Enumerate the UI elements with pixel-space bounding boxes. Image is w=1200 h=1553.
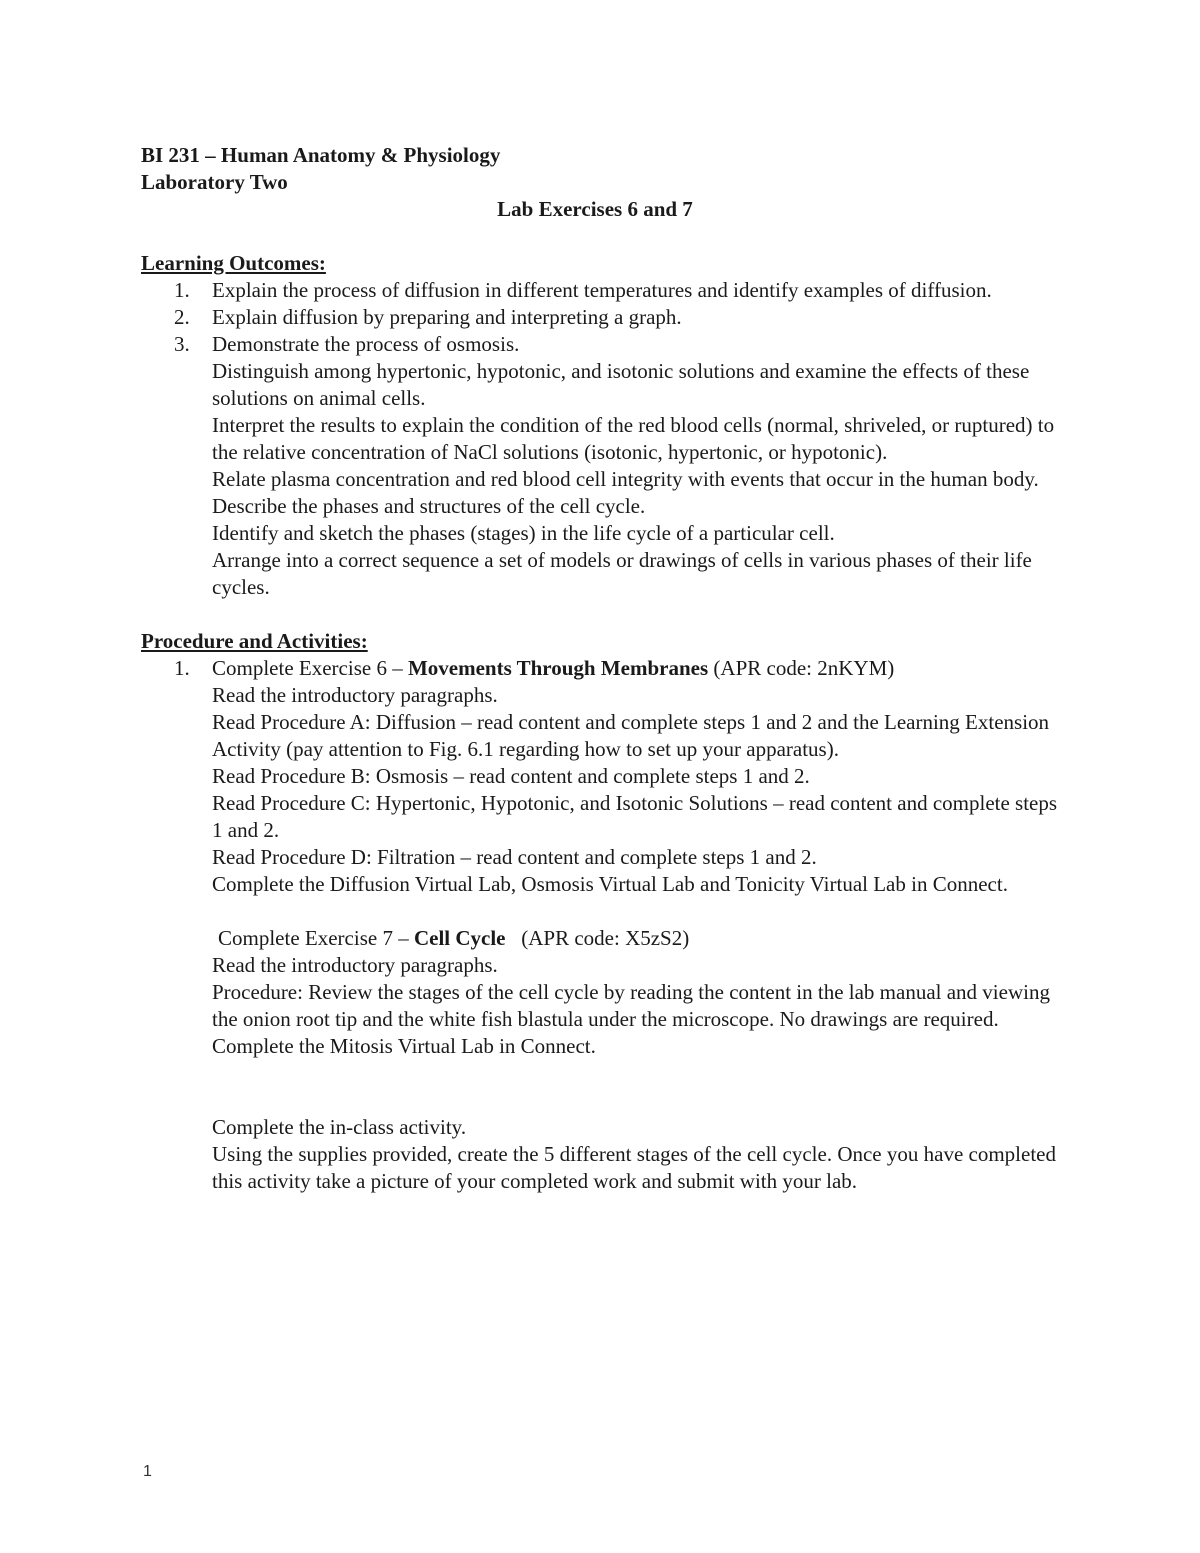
in-class-activity-title: Complete the in-class activity. <box>212 1115 467 1139</box>
exercise-7-item <box>141 925 1071 952</box>
exercise-7-prefix: Complete Exercise 7 – <box>218 926 414 950</box>
exercise-6-step: Complete the Diffusion Virtual Lab, Osmosis Virtual Lab and Tonicity Virtual Lab in Connect. <box>212 872 1008 896</box>
exercise-6-item <box>141 655 1071 682</box>
spacer <box>141 601 1071 628</box>
outcome-text: Identify and sketch the phases (stages) in the life cycle of a particular cell. <box>212 521 835 545</box>
exercise-7-apr-code: (APR code: X5zS2) <box>505 926 690 950</box>
list-number: 2. <box>174 305 190 329</box>
exercise-7-title: Cell Cycle <box>413 926 506 950</box>
spacer <box>141 898 1071 925</box>
exercise-6-step: Read the introductory paragraphs. <box>212 683 498 707</box>
list-item <box>141 277 1071 304</box>
exercise-7-step: Complete the Mitosis Virtual Lab in Connect. <box>212 1034 596 1058</box>
lab-title: Laboratory Two <box>141 170 288 194</box>
list-item-text: Explain diffusion by preparing and interpreting a graph. <box>212 305 682 329</box>
exercise-7-step: Procedure: Review the stages of the cell cycle by reading the content in the lab manual and viewing the onion root tip and the white fish blastula under the microscope. No drawings are required. <box>212 980 1050 1031</box>
list-item-text: Demonstrate the process of osmosis. <box>212 332 520 356</box>
spacer <box>141 1087 1071 1114</box>
course-title: BI 231 – Human Anatomy & Physiology <box>141 143 501 167</box>
exercise-6-apr-code: (APR code: 2nKYM) <box>708 656 895 680</box>
page-number: 1 <box>143 1463 152 1480</box>
exercise-6-step: Read Procedure A: Diffusion – read content and complete steps 1 and 2 and the Learning Extension Activity (pay attention to Fig. 6.1 regarding how to set up your apparatus). <box>212 710 1050 761</box>
list-number: 1. <box>174 656 190 680</box>
outcome-text: Interpret the results to explain the condition of the red blood cells (normal, shriveled, or ruptured) to the relative concentration of NaCl solutions (isotonic, hypertonic, or hypotonic). <box>212 413 1055 464</box>
list-item-text: Explain the process of diffusion in different temperatures and identify examples of diffusion. <box>212 278 992 302</box>
exercise-7-step: Read the introductory paragraphs. <box>212 953 498 977</box>
procedure-heading: Procedure and Activities: <box>141 629 368 653</box>
exercise-6-step: Read Procedure D: Filtration – read content and complete steps 1 and 2. <box>212 845 817 869</box>
learning-outcomes-heading: Learning Outcomes: <box>141 251 326 275</box>
learning-outcomes-list <box>141 277 1071 601</box>
exercise-6-title: Movements Through Membranes <box>407 656 709 680</box>
list-number: 3. <box>174 332 190 356</box>
list-number: 1. <box>174 278 190 302</box>
outcome-text: Arrange into a correct sequence a set of models or drawings of cells in various phases of their life cycles. <box>212 548 1032 599</box>
list-item <box>141 331 1071 358</box>
in-class-activity-text: Using the supplies provided, create the 5 different stages of the cell cycle. Once you have completed this activity take a picture of your completed work and submit with your lab. <box>212 1142 1056 1193</box>
list-item <box>141 304 1071 331</box>
outcome-text: Relate plasma concentration and red blood cell integrity with events that occur in the human body. <box>212 467 1039 491</box>
exercises-title: Lab Exercises 6 and 7 <box>497 197 693 221</box>
procedure-list <box>141 655 1071 1195</box>
outcome-text: Distinguish among hypertonic, hypotonic, and isotonic solutions and examine the effects of these solutions on animal cells. <box>212 359 1030 410</box>
exercise-6-step: Read Procedure C: Hypertonic, Hypotonic, and Isotonic Solutions – read content and complete steps 1 and 2. <box>212 791 1058 842</box>
spacer <box>141 1060 1071 1087</box>
document-body <box>141 142 1071 1195</box>
exercise-6-prefix: Complete Exercise 6 – <box>212 656 408 680</box>
outcome-text: Describe the phases and structures of the cell cycle. <box>212 494 646 518</box>
exercise-6-step: Read Procedure B: Osmosis – read content and complete steps 1 and 2. <box>212 764 810 788</box>
spacer <box>141 223 1071 250</box>
